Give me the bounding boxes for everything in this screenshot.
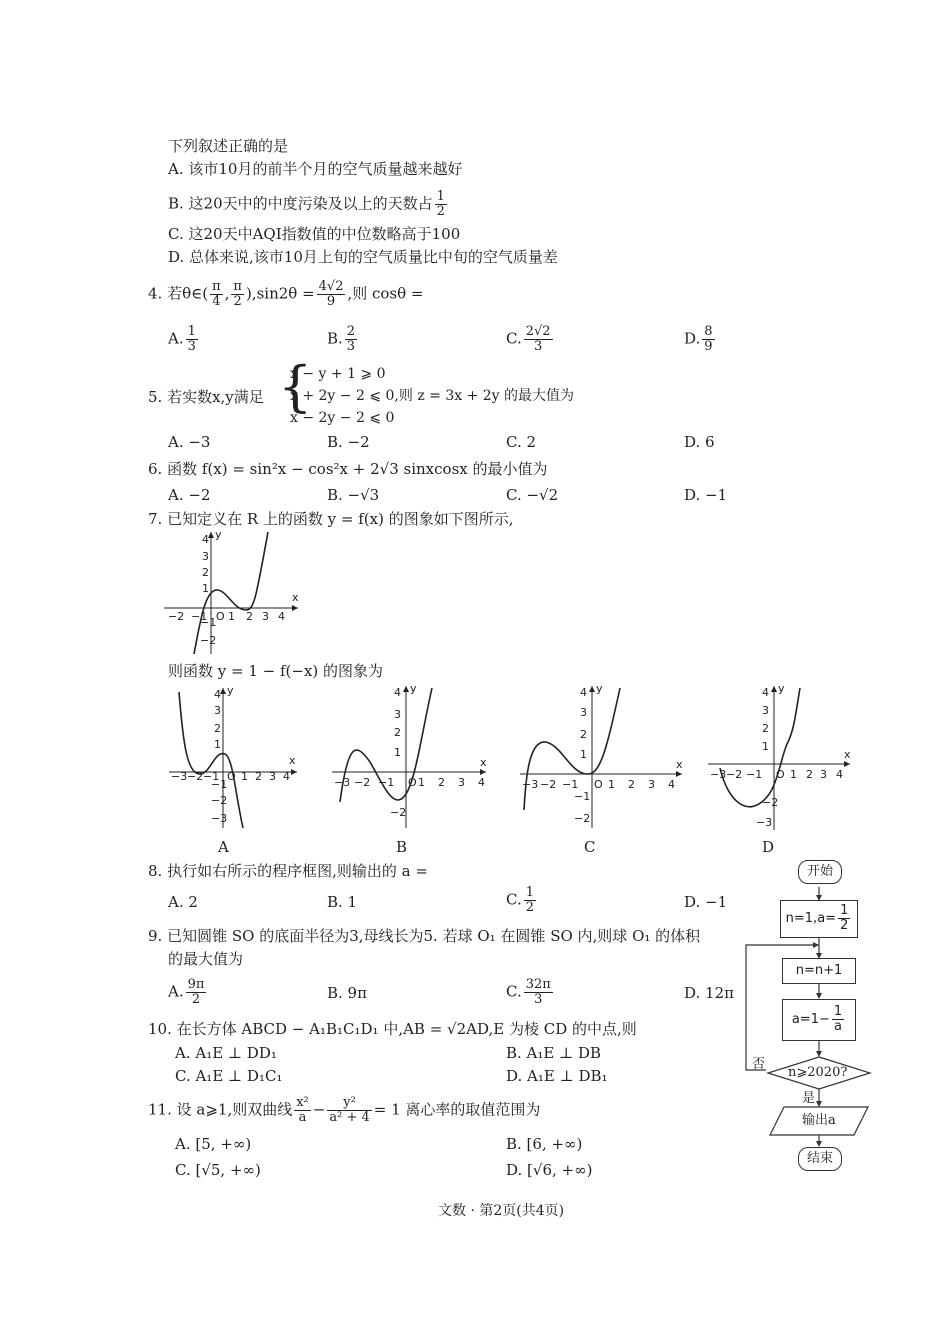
q9-option-b: B. 9π [327, 984, 367, 1002]
svg-text:−2: −2 [200, 634, 217, 647]
svg-text:1: 1 [418, 776, 425, 789]
q7-label-b: B [396, 838, 408, 856]
flowchart-step-n: n=n+1 [782, 958, 856, 984]
svg-text:4: 4 [202, 533, 209, 546]
q5-constraint-2: x + 2y − 2 ⩽ 0,则 z = 3x + 2y 的最大值为 [290, 388, 575, 404]
svg-text:−1: −1 [203, 770, 220, 783]
svg-text:−3: −3 [171, 770, 188, 783]
q8-option-b: B. 1 [327, 893, 358, 911]
svg-text:2: 2 [246, 610, 253, 623]
q9-option-a: A. $\frac{9\pi}{2}$ [168, 977, 205, 1007]
svg-text:4: 4 [278, 610, 285, 623]
q4-option-b: B. $\frac{2}{3}$ [327, 324, 356, 354]
svg-text:3: 3 [580, 706, 587, 719]
svg-text:x: x [844, 748, 851, 761]
q3-option-b: B. 这20天中的中度污染及以上的天数占 $\frac{1}{2}$ [168, 189, 445, 219]
q9-option-d: D. 12π [684, 984, 734, 1002]
svg-text:2: 2 [580, 728, 587, 741]
svg-text:3: 3 [269, 770, 276, 783]
q9-option-c: C. $\frac{32\pi}{3}$ [506, 977, 551, 1007]
q5-option-d: D. 6 [684, 433, 715, 451]
x-label: x [292, 591, 299, 604]
q4-option-c: C. $\frac{2√2}{3}$ [506, 324, 551, 354]
svg-text:2: 2 [394, 726, 401, 739]
q11-option-b: B. [6, +∞) [506, 1135, 583, 1153]
svg-text:4: 4 [283, 770, 290, 783]
svg-text:4: 4 [836, 768, 843, 781]
q11-option-a: A. [5, +∞) [175, 1135, 252, 1153]
flowchart-condition: n⩾2020? [788, 1065, 848, 1080]
svg-text:2: 2 [202, 566, 209, 579]
q11-stem: 11. 设 a⩾1,则双曲线 $\frac{\text{x²}}{a}$ − $\frac{\text{y²}}{\text{a² + 4}}$ = 1 离心率的取值范围为 [148, 1095, 541, 1125]
q6-option-d: D. −1 [684, 486, 728, 504]
svg-text:3: 3 [762, 704, 769, 717]
svg-text:y: y [778, 682, 785, 695]
q5-stem: 5. 若实数x,y满足 [148, 388, 264, 406]
svg-text:−1: −1 [746, 768, 763, 781]
svg-text:3: 3 [820, 768, 827, 781]
q9-stem-2: 的最大值为 [168, 950, 244, 968]
q6-option-c: C. −√2 [506, 486, 559, 504]
q10-option-d: D. A₁E ⊥ DB₁ [506, 1067, 608, 1085]
svg-text:−2: −2 [540, 778, 557, 791]
svg-text:−3: −3 [211, 812, 228, 825]
flowchart-step-a: a=1− $\frac{1}{a}$ [782, 999, 856, 1041]
q9-stem-1: 9. 已知圆锥 SO 的底面半径为3,母线长为5. 若球 O₁ 在圆锥 SO 内,则球 O₁ 的体积 [148, 927, 701, 945]
q8-option-c: C. $\frac{1}{2}$ [506, 885, 534, 915]
svg-text:−1: −1 [562, 778, 579, 791]
svg-text:1: 1 [202, 582, 209, 595]
q10-option-a: A. A₁E ⊥ DD₁ [175, 1044, 277, 1062]
svg-text:4: 4 [214, 688, 221, 701]
q7-then: 则函数 y = 1 − f(−x) 的图象为 [168, 662, 384, 680]
flowchart-no-label: 否 [752, 1057, 766, 1072]
q5-option-c: C. 2 [506, 433, 537, 451]
q8-stem: 8. 执行如右所示的程序框图,则输出的 a = [148, 862, 428, 880]
svg-text:3: 3 [648, 778, 655, 791]
svg-text:y: y [410, 682, 417, 695]
svg-text:−2: −2 [354, 776, 371, 789]
q7-graph-c [516, 682, 686, 830]
svg-text:−3: −3 [522, 778, 539, 791]
flowchart-output: 输出a [802, 1113, 836, 1128]
svg-text:x: x [480, 756, 487, 769]
q10-stem: 10. 在长方体 ABCD − A₁B₁C₁D₁ 中,AB = √2AD,E 为棱 CD 的中点,则 [148, 1020, 637, 1038]
svg-text:−1: −1 [378, 776, 395, 789]
svg-text:−1: −1 [200, 616, 217, 629]
q7-label-a: A [218, 838, 229, 856]
svg-text:O: O [227, 770, 236, 783]
q7-graph-a [165, 682, 305, 830]
q7-graph-d [704, 682, 854, 832]
svg-text:x: x [676, 758, 683, 771]
q4-option-a: A. $\frac{1}{3}$ [168, 324, 196, 354]
q7-graph-b [328, 682, 488, 830]
svg-text:x: x [289, 754, 296, 767]
q6-stem: 6. 函数 f(x) = sin²x − cos²x + 2√3 sinxcosx 的最小值为 [148, 460, 548, 478]
q5-brace: { [278, 355, 313, 418]
svg-text:1: 1 [394, 746, 401, 759]
origin-label: O [216, 610, 225, 623]
svg-text:3: 3 [262, 610, 269, 623]
svg-text:2: 2 [438, 776, 445, 789]
svg-text:−2: −2 [187, 770, 204, 783]
svg-text:2: 2 [806, 768, 813, 781]
svg-text:−2: −2 [390, 806, 407, 819]
q7-label-d: D [762, 838, 775, 856]
svg-text:−3: −3 [756, 816, 773, 829]
svg-text:4: 4 [478, 776, 485, 789]
svg-text:1: 1 [241, 770, 248, 783]
q3-intro: 下列叙述正确的是 [168, 137, 289, 155]
q3-option-a: A. 该市10月的前半个月的空气质量越来越好 [168, 160, 463, 178]
svg-text:1: 1 [790, 768, 797, 781]
q11-option-c: C. [√5, +∞) [175, 1161, 261, 1179]
svg-text:1: 1 [762, 740, 769, 753]
svg-text:−1: −1 [574, 790, 591, 803]
svg-text:−2: −2 [574, 812, 591, 825]
q4-option-d: D. $\frac{8}{9}$ [684, 324, 713, 354]
svg-text:1: 1 [214, 738, 221, 751]
svg-text:−2: −2 [211, 794, 228, 807]
svg-text:4: 4 [394, 686, 401, 699]
q7-label-c: C [584, 838, 596, 856]
q5-constraint-3: x − 2y − 2 ⩽ 0 [290, 410, 395, 426]
svg-text:y: y [596, 682, 603, 695]
q8-option-a: A. 2 [168, 893, 198, 911]
svg-text:y: y [227, 684, 234, 697]
svg-text:O: O [594, 778, 603, 791]
svg-text:3: 3 [394, 708, 401, 721]
q10-option-b: B. A₁E ⊥ DB [506, 1044, 602, 1062]
q6-option-b: B. −√3 [327, 486, 380, 504]
y-label: y [215, 528, 222, 541]
flowchart-init: n=1,a= $\frac{1}{2}$ [780, 900, 858, 938]
q3-option-c: C. 这20天中AQI指数值的中位数略高于100 [168, 225, 461, 243]
q5-option-a: A. −3 [168, 433, 211, 451]
q3-option-d: D. 总体来说,该市10月上旬的空气质量比中旬的空气质量差 [168, 248, 558, 266]
svg-text:2: 2 [762, 722, 769, 735]
q8-option-d: D. −1 [684, 893, 728, 911]
svg-text:−3: −3 [710, 768, 727, 781]
q4-stem: 4. 若θ∈( $\frac{\pi}{4}$ , $\frac{\pi}{2}$ ),sin2θ = $\frac{4√2}{9}$ ,则 cosθ = [148, 279, 424, 309]
flowchart-yes-label: 是 [802, 1091, 816, 1106]
svg-text:1: 1 [228, 610, 235, 623]
svg-text:4: 4 [762, 686, 769, 699]
q7-stem: 7. 已知定义在 R 上的函数 y = f(x) 的图象如下图所示, [148, 510, 514, 528]
svg-text:1: 1 [580, 748, 587, 761]
q5-option-b: B. −2 [327, 433, 370, 451]
svg-text:−2: −2 [726, 768, 743, 781]
page-footer: 文数 · 第2页(共4页) [438, 1203, 565, 1219]
q7-main-graph [160, 528, 305, 656]
svg-text:4: 4 [668, 778, 675, 791]
svg-text:O: O [776, 768, 785, 781]
x-axis-arrow [292, 605, 298, 611]
svg-text:3: 3 [202, 550, 209, 563]
svg-text:−1: −1 [191, 610, 208, 623]
svg-text:−2: −2 [168, 610, 185, 623]
svg-text:3: 3 [214, 704, 221, 717]
flowchart-end: 结束 [798, 1147, 842, 1171]
svg-text:2: 2 [214, 722, 221, 735]
svg-text:−1: −1 [211, 778, 228, 791]
svg-text:1: 1 [608, 778, 615, 791]
q5-constraint-1: x − y + 1 ⩾ 0 [290, 366, 386, 382]
q11-option-d: D. [√6, +∞) [506, 1161, 593, 1179]
svg-text:3: 3 [458, 776, 465, 789]
svg-text:4: 4 [580, 686, 587, 699]
svg-text:2: 2 [255, 770, 262, 783]
flowchart-start: 开始 [798, 860, 842, 884]
svg-text:−2: −2 [762, 796, 779, 809]
svg-text:−3: −3 [334, 776, 351, 789]
svg-text:O: O [408, 776, 417, 789]
q10-option-c: C. A₁E ⊥ D₁C₁ [175, 1067, 283, 1085]
svg-text:2: 2 [628, 778, 635, 791]
q6-option-a: A. −2 [168, 486, 211, 504]
